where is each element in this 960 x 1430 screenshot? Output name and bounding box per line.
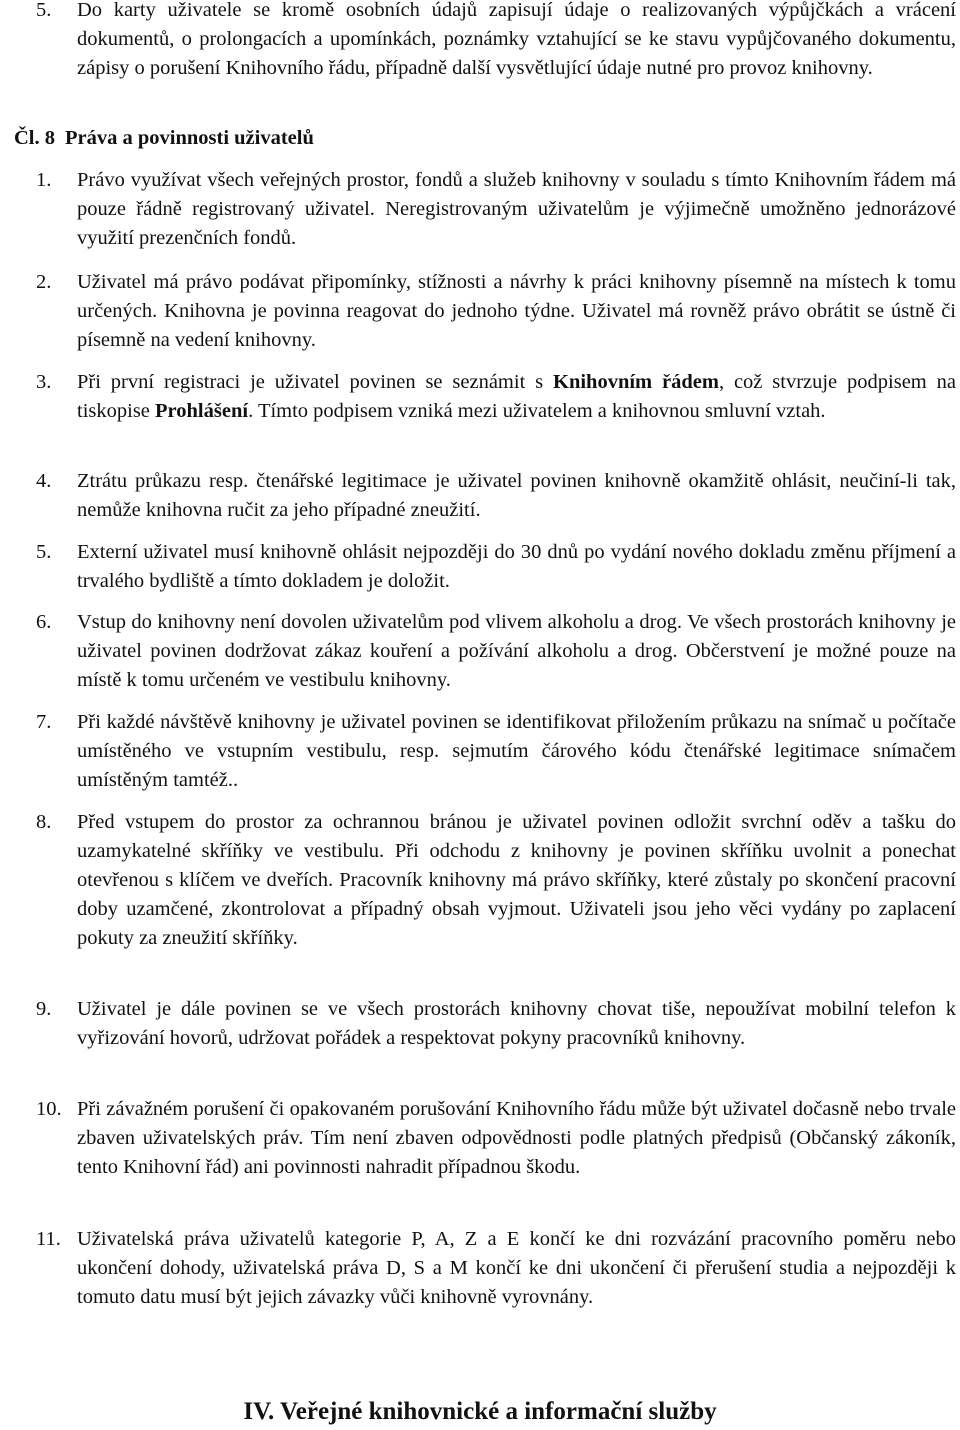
paragraph-item <box>36 995 956 1053</box>
section-label: Čl. 8 <box>14 127 55 149</box>
item-text-part: Právo využívat všech veřejných prostor, fondů a služeb knihovny v souladu s tímto Knihovním řádem má pouze řádně registrovaný uživatel. Neregistrovaným uživatelům je výjimečně umožněno jednorázové využití prezenčních fondů. <box>77 169 956 249</box>
item-text-bold: Knihovním řádem <box>553 371 719 393</box>
item-text <box>77 1095 956 1182</box>
item-number: 7. <box>36 711 52 733</box>
paragraph-item <box>36 1095 956 1182</box>
item-text <box>77 368 956 426</box>
item-text-part: Při první registraci je uživatel povinen se seznámit s <box>77 371 554 393</box>
item-text-part: Ztrátu průkazu resp. čtenářské legitimace je uživatel povinen knihovně okamžitě ohlásit, neučiní-li tak, nemůže knihovna ručit za jeho případné zneužití. <box>77 470 956 521</box>
paragraph-item <box>36 808 956 953</box>
item-text-part: Před vstupem do prostor za ochrannou bránou je uživatel povinen odložit svrchní oděv a tašku do uzamykatelné skříňky ve vestibulu. Při odchodu z knihovny je povinen skříňku uvolnit a ponechat otevřenou s klíčem ve dveřích. Pracovník knihovny má právo skříňky, které zůstaly po skončení pracovní doby uzamčené, zkontrolovat a případný obsah vyjmout. Uživateli jsou jeho věci vydány po zaplacení pokuty za zneužití skříňky. <box>77 811 956 949</box>
item-text-part: , což stvrzuje podpisem na tiskopise <box>77 371 956 422</box>
paragraph-item <box>36 538 956 596</box>
paragraph-item <box>36 166 956 253</box>
item-text <box>77 608 956 695</box>
section-heading <box>14 124 314 153</box>
section-title: Práva a povinnosti uživatelů <box>65 127 314 149</box>
item-number: 5. <box>36 541 52 563</box>
item-text <box>77 538 956 596</box>
item-number: 5. <box>36 0 52 21</box>
item-text-part: Uživatel má právo podávat připomínky, stížnosti a návrhy k práci knihovny písemně na místech k tomu určených. Knihovna je povinna reagovat do jednoho týdne. Uživatel má rovněž právo obrátit se ústně či písemně na vedení knihovny. <box>77 271 956 351</box>
item-text-part: Externí uživatel musí knihovně ohlásit nejpozději do 30 dnů po vydání nového dokladu změnu příjmení a trvalého bydliště a tímto dokladem je doložit. <box>77 541 956 592</box>
item-text-part: Při každé návštěvě knihovny je uživatel povinen se identifikovat přiložením průkazu na snímač u počítače umístěného ve vstupním vestibulu, resp. sejmutím čárového kódu čtenářské legitimace snímačem umístěným tamtéž.. <box>77 711 956 791</box>
item-text-part: Do karty uživatele se kromě osobních údajů zapisují údaje o realizovaných výpůjčkách a vrácení dokumentů, o prolongacích a upomínkách, poznámky vztahující se ke stavu vypůjčovaného dokumentu, zápisy o porušení Knihovního řádu, případně další vysvětlující údaje nutné pro provoz knihovny. <box>77 0 956 79</box>
item-text <box>77 1225 956 1312</box>
chapter-title: IV. Veřejné knihovnické a informační služby <box>243 1398 717 1425</box>
item-text <box>77 708 956 795</box>
item-number: 9. <box>36 998 52 1020</box>
paragraph-item <box>36 368 956 426</box>
item-number: 6. <box>36 611 52 633</box>
item-number: 11. <box>36 1228 61 1250</box>
item-text <box>77 268 956 355</box>
item-number: 2. <box>36 271 52 293</box>
item-text-part: . Tímto podpisem vzniká mezi uživatelem a knihovnou smluvní vztah. <box>248 400 826 422</box>
item-number: 3. <box>36 371 52 393</box>
item-number: 4. <box>36 470 52 492</box>
item-text-bold: Prohlášení <box>155 400 249 422</box>
item-text <box>77 808 956 953</box>
paragraph-item <box>36 268 956 355</box>
paragraph-item <box>36 467 956 525</box>
item-text-part: Při závažném porušení či opakovaném porušování Knihovního řádu může být uživatel dočasně nebo trvale zbaven uživatelských práv. Tím není zbaven odpovědnosti podle platných předpisů (Občanský zákoník, tento Knihovní řád) ani povinnosti nahradit případnou škodu. <box>77 1098 956 1178</box>
item-number: 1. <box>36 169 52 191</box>
item-text <box>77 166 956 253</box>
item-number: 8. <box>36 811 52 833</box>
item-text-part: Vstup do knihovny není dovolen uživatelům pod vlivem alkoholu a drog. Ve všech prostorách knihovny je uživatel povinen dodržovat zákaz kouření a požívání alkoholu a drog. Občerstvení je možné pouze na místě k tomu určeném ve vestibulu knihovny. <box>77 611 956 691</box>
item-text <box>77 0 956 83</box>
item-text-part: Uživatelská práva uživatelů kategorie P, A, Z a E končí ke dni rozvázání pracovního poměru nebo ukončení dohody, uživatelská práva D, S a M končí ke dni ukončení či přerušení studia a nejpozději k tomuto datu musí být jejich závazky vůči knihovně vyrovnány. <box>77 1228 956 1308</box>
paragraph-item <box>36 1225 956 1312</box>
paragraph-item <box>36 608 956 695</box>
item-text <box>77 467 956 525</box>
item-text-part: Uživatel je dále povinen se ve všech prostorách knihovny chovat tiše, nepoužívat mobilní telefon k vyřizování hovorů, udržovat pořádek a respektovat pokyny pracovníků knihovny. <box>77 998 956 1049</box>
paragraph-item <box>36 708 956 795</box>
item-text <box>77 995 956 1053</box>
paragraph-item <box>36 0 956 83</box>
item-number: 10. <box>36 1098 62 1120</box>
